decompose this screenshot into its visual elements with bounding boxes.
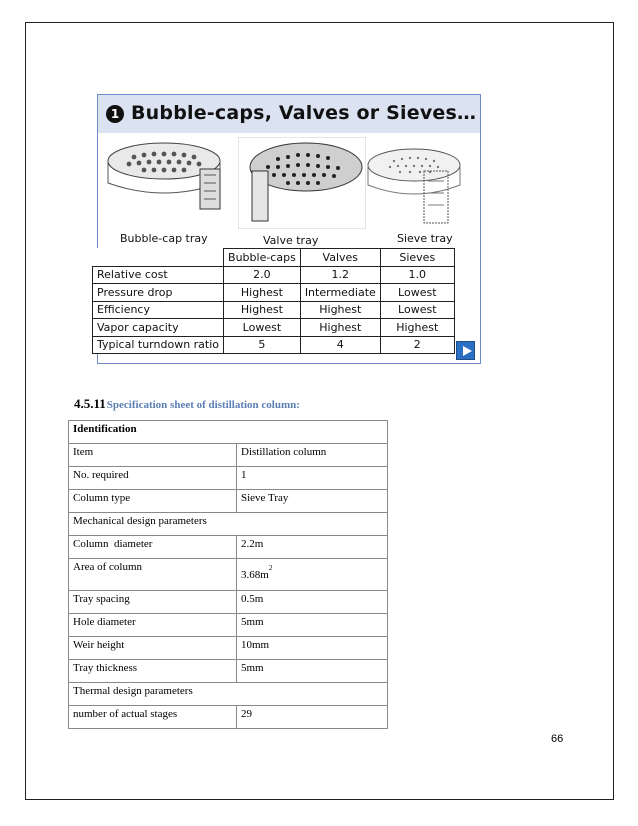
spec-label: Item bbox=[69, 444, 237, 467]
spec-value: 5mm bbox=[237, 660, 388, 683]
spec-label: Hole diameter bbox=[69, 614, 237, 637]
cell: Highest bbox=[380, 319, 454, 337]
section-title: Specification sheet of distillation column: bbox=[106, 399, 300, 411]
spec-label: number of actual stages bbox=[69, 706, 237, 729]
mechanical-section-header: Mechanical design parameters bbox=[69, 513, 388, 536]
spec-row bbox=[69, 467, 388, 490]
spec-row bbox=[69, 513, 388, 536]
slide-image bbox=[97, 94, 481, 364]
spec-row bbox=[69, 490, 388, 513]
spec-value: 0.5m bbox=[237, 591, 388, 614]
spec-value: Distillation column bbox=[237, 444, 388, 467]
header-bubble-caps: Bubble-caps bbox=[224, 249, 301, 267]
spec-label: Tray spacing bbox=[69, 591, 237, 614]
spec-row bbox=[69, 444, 388, 467]
cell: 5 bbox=[224, 336, 301, 354]
row-label: Efficiency bbox=[93, 301, 224, 319]
comparison-row bbox=[93, 319, 455, 337]
spec-value: Sieve Tray bbox=[237, 490, 388, 513]
spec-value-area bbox=[237, 559, 388, 591]
specification-table bbox=[68, 420, 388, 729]
cell: Lowest bbox=[380, 301, 454, 319]
spec-row bbox=[69, 614, 388, 637]
slide-number: 1 bbox=[106, 105, 124, 123]
spec-label: Tray thickness bbox=[69, 660, 237, 683]
cell: Lowest bbox=[380, 284, 454, 302]
area-value: 3.68m bbox=[241, 569, 269, 581]
cell: Highest bbox=[224, 301, 301, 319]
comparison-row bbox=[93, 336, 455, 354]
spec-label: Column diameter bbox=[69, 536, 237, 559]
valve-tray-drawing bbox=[238, 137, 366, 229]
sieve-tray-label: Sieve tray bbox=[397, 232, 453, 245]
header-sieves: Sieves bbox=[380, 249, 454, 267]
spec-row bbox=[69, 421, 388, 444]
spec-label: No. required bbox=[69, 467, 237, 490]
comparison-row bbox=[93, 284, 455, 302]
slide-header bbox=[98, 95, 480, 133]
cell: Lowest bbox=[224, 319, 301, 337]
cell: 1.0 bbox=[380, 266, 454, 284]
slide-title: Bubble-caps, Valves or Sieves… bbox=[131, 102, 477, 124]
cell: Highest bbox=[300, 301, 380, 319]
cell: Highest bbox=[224, 284, 301, 302]
comparison-row bbox=[93, 301, 455, 319]
spec-label: Weir height bbox=[69, 637, 237, 660]
bubble-cap-tray-drawing bbox=[104, 135, 239, 223]
spec-value: 10mm bbox=[237, 637, 388, 660]
spec-row bbox=[69, 706, 388, 729]
tray-comparison-table bbox=[92, 248, 455, 354]
spec-value: 2.2m bbox=[237, 536, 388, 559]
spec-label: Area of column bbox=[69, 559, 237, 591]
cell: 2.0 bbox=[224, 266, 301, 284]
spec-row bbox=[69, 559, 388, 591]
cell: 4 bbox=[300, 336, 380, 354]
spec-row bbox=[69, 637, 388, 660]
cell: Intermediate bbox=[300, 284, 380, 302]
row-label: Typical turndown ratio bbox=[93, 336, 224, 354]
next-slide-button[interactable] bbox=[456, 341, 475, 360]
thermal-section-header: Thermal design parameters bbox=[69, 683, 388, 706]
spec-value: 29 bbox=[237, 706, 388, 729]
cell: 2 bbox=[380, 336, 454, 354]
cell: 1.2 bbox=[300, 266, 380, 284]
identification-header: Identification bbox=[69, 421, 388, 444]
spec-value: 5mm bbox=[237, 614, 388, 637]
comparison-row bbox=[93, 266, 455, 284]
spec-row bbox=[69, 536, 388, 559]
row-label: Pressure drop bbox=[93, 284, 224, 302]
cell: Highest bbox=[300, 319, 380, 337]
header-valves: Valves bbox=[300, 249, 380, 267]
section-number: 4.5.11 bbox=[74, 396, 106, 411]
sieve-tray-drawing bbox=[364, 141, 474, 229]
spec-value: 1 bbox=[237, 467, 388, 490]
section-heading bbox=[74, 395, 300, 413]
spec-row bbox=[69, 660, 388, 683]
bubble-cap-tray-label: Bubble-cap tray bbox=[120, 232, 208, 245]
spec-row bbox=[69, 591, 388, 614]
valve-tray-label: Valve tray bbox=[263, 234, 319, 247]
row-label: Vapor capacity bbox=[93, 319, 224, 337]
row-label: Relative cost bbox=[93, 266, 224, 284]
comparison-header-row bbox=[93, 249, 455, 267]
spec-row bbox=[69, 683, 388, 706]
area-exponent: 2 bbox=[268, 564, 273, 572]
spec-label: Column type bbox=[69, 490, 237, 513]
page-number: 66 bbox=[551, 733, 564, 745]
